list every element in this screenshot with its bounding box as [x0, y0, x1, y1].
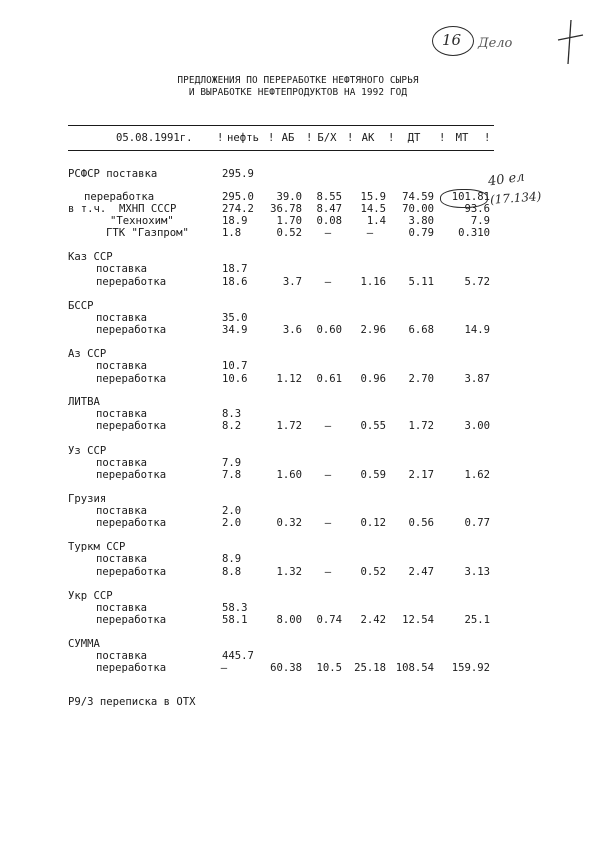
cell-neft: 18.6	[222, 276, 248, 288]
cell-dt: 2.47	[408, 566, 434, 578]
cell-ak: 2.42	[360, 614, 386, 626]
cell-bx: –	[324, 227, 332, 239]
cell-mt: 0.77	[464, 517, 490, 529]
cell-dt: 108.54	[395, 662, 434, 674]
row-label: СУММА	[68, 638, 100, 650]
header-separator: !	[306, 132, 313, 144]
row-label: переработка	[96, 373, 167, 385]
cell-ak: 25.18	[354, 662, 386, 674]
cell-ab: 36.78	[270, 203, 302, 215]
cell-mt: 14.9	[464, 324, 490, 336]
cell-dt: 1.72	[408, 420, 434, 432]
cell-mt: 1.62	[464, 469, 490, 481]
cell-ak: 0.52	[360, 566, 386, 578]
cell-neft: 58.3	[222, 602, 248, 614]
row-label: поставка	[96, 553, 148, 565]
cell-dt: 2.70	[408, 373, 434, 385]
row-label: поставка	[96, 312, 148, 324]
cell-ak: 2.96	[360, 324, 386, 336]
header-separator: !	[217, 132, 224, 144]
page-number: 16	[442, 31, 462, 49]
cell-neft: 18.9	[222, 215, 248, 227]
row-label: РСФСР поставка	[68, 168, 158, 180]
row-label: переработка	[96, 614, 167, 626]
row-label: Каз ССР	[68, 251, 113, 263]
header-column-3: АК	[361, 132, 375, 144]
cell-ak: 14.5	[360, 203, 386, 215]
cell-dt: 70.00	[402, 203, 434, 215]
cell-neft: 34.9	[222, 324, 248, 336]
cell-ab: 0.32	[276, 517, 302, 529]
row-label: переработка	[96, 662, 167, 674]
cell-neft: 295.0	[222, 191, 254, 203]
row-label: Аз ССР	[68, 348, 107, 360]
row-label: Укр ССР	[68, 590, 113, 602]
row-label: переработка	[84, 191, 155, 203]
handwritten-cross-mark	[555, 18, 585, 66]
cell-ak: 0.96	[360, 373, 386, 385]
header-column-5: МТ	[455, 132, 469, 144]
cell-neft: 2.0	[222, 517, 242, 529]
cell-bx: 0.61	[316, 373, 342, 385]
cell-bx: –	[324, 276, 332, 288]
footer-note: Р9/3 переписка в ОТХ	[68, 696, 196, 708]
header-rule-bottom	[68, 150, 494, 151]
cell-neft: 445.7	[222, 650, 254, 662]
cell-bx: 0.08	[316, 215, 342, 227]
cell-neft: 35.0	[222, 312, 248, 324]
cell-neft: 8.8	[222, 566, 242, 578]
row-label: в т.ч. МХНП СССР	[68, 203, 177, 215]
cell-dt: 5.11	[408, 276, 434, 288]
cell-ab: 1.72	[276, 420, 302, 432]
cell-mt: 159.92	[451, 662, 490, 674]
cell-mt: 3.87	[464, 373, 490, 385]
row-label: переработка	[96, 324, 167, 336]
header-separator: !	[268, 132, 275, 144]
cell-neft: 8.9	[222, 553, 242, 565]
header-separator: !	[347, 132, 354, 144]
row-label: поставка	[96, 505, 148, 517]
row-label: поставка	[96, 602, 148, 614]
cell-ab: 1.32	[276, 566, 302, 578]
cell-ab: 1.60	[276, 469, 302, 481]
cell-neft: 295.9	[222, 168, 254, 180]
header-column-4: ДТ	[407, 132, 421, 144]
cell-ak: 0.59	[360, 469, 386, 481]
cell-neft: 274.2	[222, 203, 254, 215]
row-label: переработка	[96, 420, 167, 432]
cell-dt: 6.68	[408, 324, 434, 336]
row-label: Уз ССР	[68, 445, 107, 457]
header-separator: !	[439, 132, 446, 144]
cell-ak: 0.55	[360, 420, 386, 432]
row-label: переработка	[96, 469, 167, 481]
cell-mt: 5.72	[464, 276, 490, 288]
cell-neft: 10.6	[222, 373, 248, 385]
cell-ak: 15.9	[360, 191, 386, 203]
cell-mt: 0.310	[458, 227, 490, 239]
value-circle-mark	[440, 189, 488, 208]
header-date: 05.08.1991г.	[116, 132, 193, 144]
cell-ab: 3.7	[282, 276, 302, 288]
cell-bx: 8.55	[316, 191, 342, 203]
cell-neft: 8.3	[222, 408, 242, 420]
row-label: поставка	[96, 360, 148, 372]
document-title-line-2: И ВЫРАБОТКЕ НЕФТЕПРОДУКТОВ НА 1992 ГОД	[188, 87, 408, 98]
cell-ak: –	[366, 227, 374, 239]
row-label: ГТК "Газпром"	[106, 227, 189, 239]
cell-neft: 18.7	[222, 263, 248, 275]
row-label: БССР	[68, 300, 94, 312]
row-label: Туркм ССР	[68, 541, 126, 553]
header-separator: !	[388, 132, 395, 144]
cell-dt: 3.80	[408, 215, 434, 227]
cell-ab: 1.70	[276, 215, 302, 227]
cell-ak: 0.12	[360, 517, 386, 529]
cell-ab: 0.52	[276, 227, 302, 239]
margin-note-2: (17.134)	[489, 189, 542, 207]
header-column-0: нефть	[227, 132, 259, 144]
cell-mt: 3.13	[464, 566, 490, 578]
row-label: поставка	[96, 650, 148, 662]
cell-neft: –	[220, 662, 228, 674]
cell-ab: 60.38	[270, 662, 302, 674]
cell-bx: 0.74	[316, 614, 342, 626]
row-label: переработка	[96, 566, 167, 578]
cell-neft: 58.1	[222, 614, 248, 626]
handwritten-scribble: Дело	[478, 36, 513, 51]
row-label: поставка	[96, 457, 148, 469]
cell-neft: 8.2	[222, 420, 242, 432]
cell-mt: 7.9	[470, 215, 490, 227]
header-column-1: АБ	[281, 132, 295, 144]
cell-bx: 8.47	[316, 203, 342, 215]
margin-note-1: 40 ел	[487, 169, 526, 190]
cell-neft: 2.0	[222, 505, 242, 517]
header-rule-top	[68, 125, 494, 126]
row-label: поставка	[96, 408, 148, 420]
cell-neft: 1.8	[222, 227, 242, 239]
cell-dt: 0.79	[408, 227, 434, 239]
cell-bx: –	[324, 517, 332, 529]
cell-bx: –	[324, 420, 332, 432]
header-column-2: Б/Х	[317, 132, 337, 144]
cell-bx: –	[324, 469, 332, 481]
cell-dt: 2.17	[408, 469, 434, 481]
row-label: "Технохим"	[110, 215, 174, 227]
cell-ab: 39.0	[276, 191, 302, 203]
cell-ab: 3.6	[282, 324, 302, 336]
row-label: поставка	[96, 263, 148, 275]
cell-neft: 7.8	[222, 469, 242, 481]
cell-dt: 0.56	[408, 517, 434, 529]
cell-ak: 1.4	[366, 215, 386, 227]
header-separator: !	[484, 132, 491, 144]
cell-neft: 10.7	[222, 360, 248, 372]
cell-mt: 101.81	[451, 191, 490, 203]
row-label: ЛИТВА	[68, 396, 100, 408]
cell-mt: 3.00	[464, 420, 490, 432]
row-label: Грузия	[68, 493, 107, 505]
cell-mt: 25.1	[464, 614, 490, 626]
row-label: переработка	[96, 517, 167, 529]
cell-mt: 93.6	[464, 203, 490, 215]
cell-ak: 1.16	[360, 276, 386, 288]
cell-ab: 1.12	[276, 373, 302, 385]
cell-bx: 0.60	[316, 324, 342, 336]
cell-dt: 74.59	[402, 191, 434, 203]
cell-neft: 7.9	[222, 457, 242, 469]
cell-bx: –	[324, 566, 332, 578]
cell-bx: 10.5	[316, 662, 342, 674]
row-label: переработка	[96, 276, 167, 288]
cell-ab: 8.00	[276, 614, 302, 626]
document-title-line-1: ПРЕДЛОЖЕНИЯ ПО ПЕРЕРАБОТКЕ НЕФТЯНОГО СЫРЬЯ	[177, 75, 419, 86]
cell-dt: 12.54	[402, 614, 434, 626]
